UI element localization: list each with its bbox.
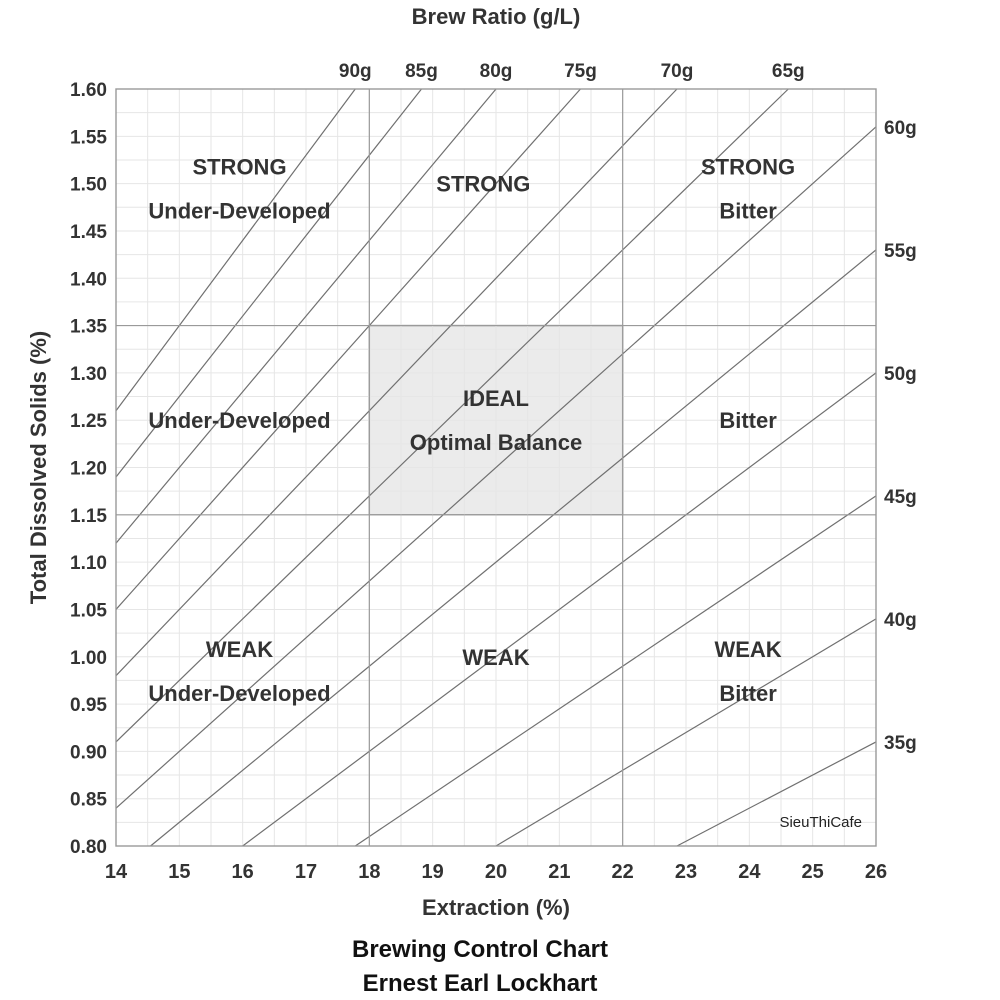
- y-tick-label: 1.45: [70, 221, 107, 243]
- brew-ratio-label-35g: 35g: [884, 732, 917, 754]
- zone-label: STRONG: [701, 154, 796, 180]
- x-tick-label: 19: [421, 861, 444, 883]
- x-tick-label: 17: [294, 861, 318, 883]
- zone-label: Bitter: [719, 680, 777, 706]
- zone-label: Under-Developed: [148, 198, 331, 224]
- y-tick-label: 0.95: [70, 695, 107, 717]
- y-tick-label: 0.85: [70, 789, 107, 811]
- y-tick-label: 1.10: [70, 553, 107, 575]
- x-tick-label: 14: [104, 861, 128, 883]
- x-tick-label: 16: [231, 861, 254, 883]
- brew-ratio-label-65g: 65g: [771, 61, 805, 82]
- y-tick-label: 1.00: [70, 647, 107, 669]
- zone-label: WEAK: [205, 636, 274, 662]
- x-tick-label: 18: [358, 861, 381, 883]
- zone-label: Optimal Balance: [409, 430, 583, 456]
- x-tick-label: 23: [674, 861, 698, 883]
- x-tick-label: 22: [611, 861, 634, 883]
- y-tick-label: 0.80: [70, 837, 107, 858]
- brew-ratio-label-90g: 90g: [338, 61, 372, 82]
- y-tick-label: 1.35: [70, 316, 107, 338]
- zone-label: IDEAL: [463, 386, 529, 412]
- brew-ratio-label-70g: 70g: [660, 61, 694, 82]
- y-tick-label: 1.25: [70, 411, 107, 433]
- brew-ratio-label-55g: 55g: [884, 240, 917, 262]
- x-tick-label: 26: [864, 861, 888, 883]
- zone-label: Bitter: [719, 408, 777, 434]
- y-tick-label: 1.15: [70, 505, 107, 527]
- y-tick-label: 1.60: [70, 80, 107, 101]
- zone-label: WEAK: [714, 636, 782, 662]
- y-tick-label: 1.20: [70, 458, 107, 480]
- y-tick-label: 1.55: [70, 127, 107, 149]
- x-tick-label: 24: [738, 861, 761, 883]
- brew-ratio-label-60g: 60g: [884, 117, 917, 139]
- brew-ratio-label-40g: 40g: [884, 609, 917, 631]
- brew-ratio-label-80g: 80g: [479, 61, 513, 82]
- zone-label: Under-Developed: [148, 680, 331, 706]
- brew-ratio-label-45g: 45g: [884, 486, 917, 508]
- zone-label: Bitter: [719, 198, 777, 224]
- x-tick-label: 25: [801, 861, 824, 883]
- zone-label: WEAK: [462, 644, 530, 670]
- y-tick-label: 1.05: [70, 600, 107, 622]
- x-tick-label: 15: [168, 861, 191, 883]
- watermark-text: SieuThiCafe: [779, 814, 862, 831]
- chart-title: Brewing Control Chart: [352, 936, 608, 963]
- x-tick-label: 20: [484, 861, 508, 883]
- brew-ratio-label-50g: 50g: [884, 363, 917, 385]
- x-axis-label: Extraction (%): [422, 895, 570, 920]
- zone-label: STRONG: [192, 154, 287, 180]
- y-tick-label: 0.90: [70, 742, 107, 764]
- brew-ratio-label-85g: 85g: [405, 61, 438, 82]
- y-tick-label: 1.50: [70, 174, 107, 196]
- brew-ratio-label-75g: 75g: [564, 61, 597, 82]
- y-tick-label: 1.30: [70, 363, 107, 385]
- chart-subtitle: Ernest Earl Lockhart: [362, 970, 598, 997]
- x-tick-label: 21: [548, 861, 571, 883]
- zone-label: STRONG: [436, 171, 531, 197]
- y-tick-label: 1.40: [70, 269, 107, 291]
- zone-label: Under-Developed: [148, 408, 331, 434]
- y-axis-label: Total Dissolved Solids (%): [26, 330, 51, 605]
- top-axis-label: Brew Ratio (g/L): [411, 4, 581, 29]
